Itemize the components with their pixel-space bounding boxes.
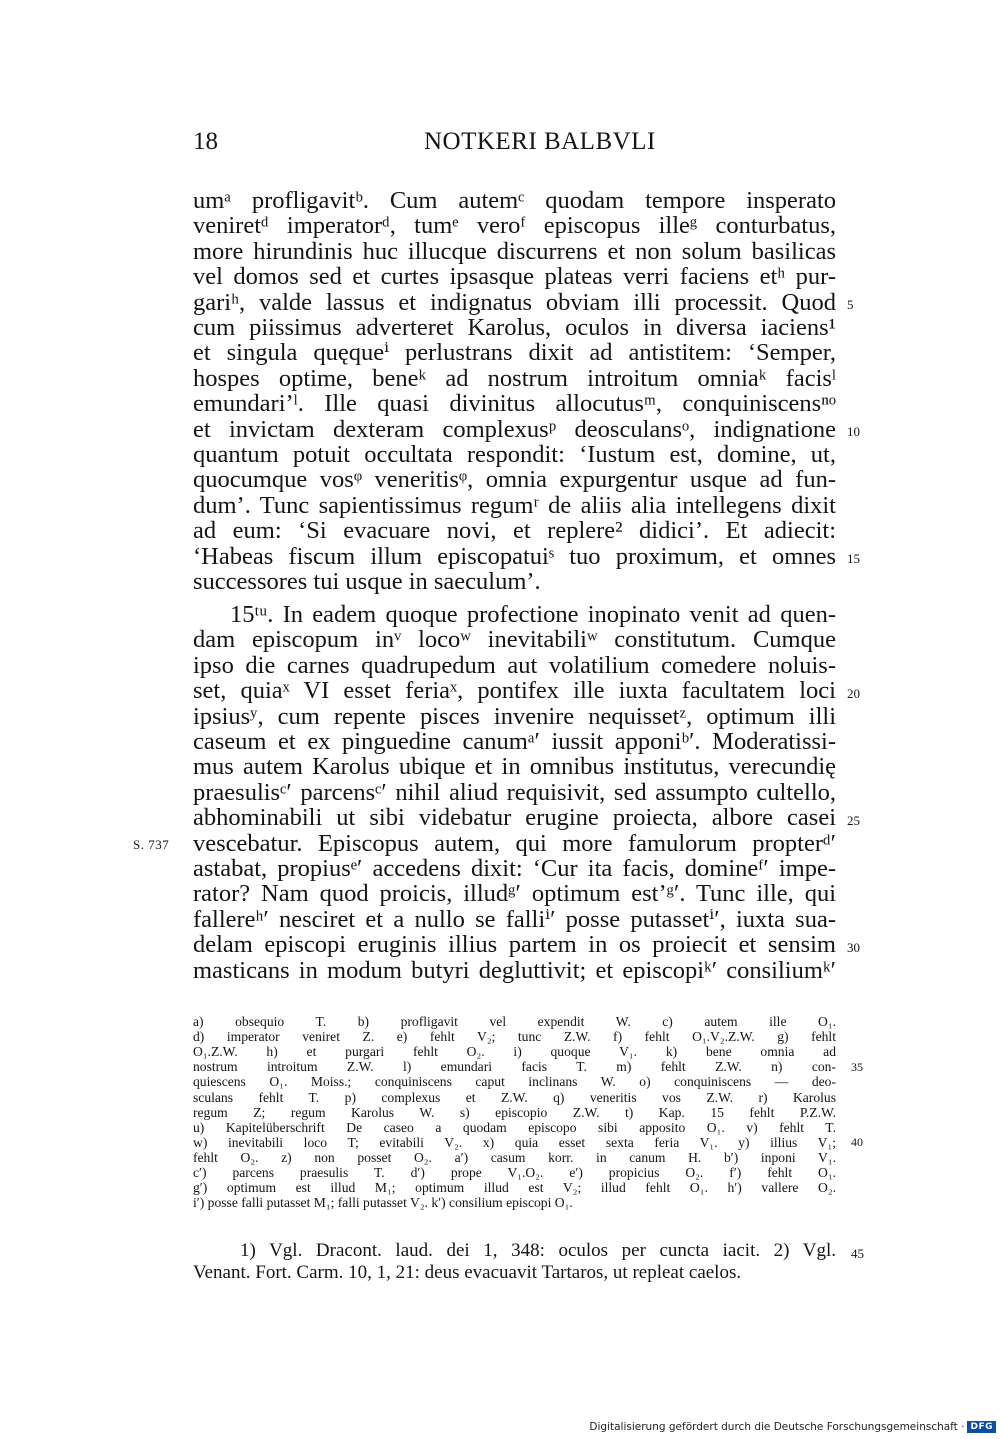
apparatus-line: w) inevitabili loco T; evitabili V₂. x) quia esset sexta feria V₁. y) illius V₁; — [193, 1134, 836, 1150]
text-line: gariʰ, valde lassus et indignatus obviam illi processit. Quod — [193, 288, 836, 316]
text-line: quantum potuit occultata respondit: ‘Iustum est, domine, ut, — [193, 441, 836, 468]
chapter-first-line: 15ᵗᵘ. In eadem quoque profectione inopinato venit ad quen- — [230, 601, 836, 628]
line-number: 25 — [847, 813, 860, 828]
text-line: hospes optime, beneᵏ ad nostrum introitum omniaᵏ facisˡ — [193, 364, 836, 392]
text-line: ipso die carnes quadrupedum aut volatilium comedere noluis- — [193, 651, 836, 679]
text-line: caseum et ex pinguedine canumᵃ′ iussit apponiᵇ′. Moderatissi- — [193, 728, 836, 755]
apparatus-line: quiescens O₁. Moiss.; conquiniscens caput inclinans W. o) conquiniscens — deo- — [193, 1074, 836, 1090]
footnote-line: 1) Vgl. Dracont. laud. dei 1, 348: oculos per cuncta iacit. 2) Vgl. — [240, 1240, 836, 1261]
digitization-credit — [589, 1419, 996, 1435]
apparatus-line: u) Kapitelüberschrift De caseo a quodam episcopo sibi apposito O₁. v) fehlt T. — [193, 1119, 836, 1135]
line-number: 30 — [847, 940, 860, 955]
margin-note: S. 737 — [133, 837, 170, 852]
apparatus-line: a) obsequio T. b) profligavit vel expendit W. c) autem ille O₁. — [193, 1014, 836, 1029]
apparatus-line: c′) parcens praesulis T. d′) prope V₁.O₂. e′) propicius O₂. f′) fehlt O₁. — [193, 1165, 836, 1180]
text-line: ipsiusʸ, cum repente pisces invenire nequissetᶻ, optimum illi — [193, 702, 836, 730]
text-line: cum piissimus adverteret Karolus, oculos in diversa iaciens¹ — [193, 314, 836, 341]
text-line: delam episcopi eruginis illius partem in os proiecit et sensim — [193, 931, 836, 959]
text-line: vescebatur. Episcopus autem, qui more famulorum propterᵈ′ — [193, 829, 836, 857]
text-line: set, quiaˣ VI esset feriaˣ, pontifex ille iuxta facultatem loci — [193, 677, 836, 705]
text-line: et invictam dexteram complexusᵖ deosculansᵒ, indignatione — [193, 415, 836, 443]
apparatus-line: sculans fehlt T. p) complexus et Z.W. q) veneritis vos Z.W. r) Karolus — [193, 1089, 836, 1105]
text-line: veniretᵈ imperatorᵈ, tumᵉ veroᶠ episcopus illeᵍ conturbatus, — [193, 212, 836, 240]
text-line: dum’. Tunc sapientissimus regumʳ de aliis alia intellegens dixit — [193, 491, 836, 519]
text-line: abhominabili ut sibi videbatur erugine proiecta, albore casei — [193, 804, 836, 832]
line-number: 45 — [851, 1246, 864, 1261]
text-line: vel domos sed et curtes ipsasque plateas verri faciens etʰ pur- — [193, 263, 836, 291]
text-line: emundari’ˡ. Ille quasi divinitus allocutusᵐ, conquiniscensⁿᵒ — [193, 390, 836, 418]
text-line: rator? Nam quod proicis, illudᵍ′ optimum est’ᵍ′. Tunc ille, qui — [193, 880, 836, 908]
apparatus-line: nostrum introitum Z.W. l) emundari facis T. m) fehlt Z.W. n) con- — [193, 1059, 836, 1075]
text-line: successores tui usque in saeculum’. — [193, 568, 541, 595]
text-line: dam episcopum inᵛ locoʷ inevitabiliʷ constitutum. Cumque — [193, 626, 836, 654]
line-number: 10 — [847, 424, 860, 439]
apparatus-line: fehlt O₂. z) non posset O₂. a′) casum korr. in canum H. b′) inponi V₁. — [193, 1149, 836, 1165]
line-number: 40 — [851, 1135, 863, 1149]
apparatus-line: i′) posse falli putasset M₁; falli putasset V₂. k′) consilium episcopi O₁. — [193, 1195, 573, 1211]
apparatus-line: regum Z; regum Karolus W. s) episcopio Z.W. t) Kap. 15 fehlt P.Z.W. — [193, 1104, 836, 1120]
line-number: 15 — [847, 551, 860, 566]
page-number: 18 — [193, 128, 218, 155]
text-line: praesulisᶜ′ parcensᶜ′ nihil aliud requisivit, sed assumpto cultello, — [193, 778, 836, 806]
text-line: umᵃ profligavitᵇ. Cum autemᶜ quodam tempore insperato — [193, 187, 836, 214]
text-line: ad eum: ‘Si evacuare novi, et replere² didici’. Et adiecit: — [193, 517, 836, 545]
footnote-line: Venant. Fort. Carm. 10, 1, 21: deus evacuavit Tartaros, ut repleat caelos. — [193, 1262, 742, 1283]
line-number: 5 — [847, 297, 854, 312]
text-line: ‘Habeas fiscum illum episcopatuiˢ tuo proximum, et omnes — [193, 542, 836, 570]
text-line: masticans in modum butyri degluttivit; et episcopiᵏ′ consiliumᵏ′ — [193, 956, 836, 984]
credit-text: Digitalisierung gefördert durch die Deutsche Forschungsgemeinschaft · — [589, 1421, 965, 1433]
apparatus-line: g′) optimum est illud M₁; optimum illud est V₂; illud fehlt O₁. h′) vallere O₂. — [193, 1180, 836, 1196]
running-title: NOTKERI BALBVLI — [424, 128, 656, 155]
text-line: quocumque vosᵠ veneritisᵠ, omnia expurgentur usque ad fun- — [193, 466, 836, 494]
text-line: et singula quęqueⁱ perlustrans dixit ad antistitem: ‘Semper, — [193, 339, 836, 367]
line-number: 20 — [847, 686, 860, 701]
dfg-logo-icon: DFG — [967, 1421, 996, 1433]
line-number: 35 — [851, 1060, 863, 1074]
text-line: mus autem Karolus ubique et in omnibus institutus, verecundię — [193, 753, 836, 781]
text-line: more hirundinis huc illucque discurrens et non solum basilicas — [193, 237, 836, 265]
apparatus-line: O₁.Z.W. h) et purgari fehlt O₂. i) quoque V₁. k) bene omnia ad — [193, 1044, 836, 1060]
apparatus-line: d) imperator veniret Z. e) fehlt V₂; tunc Z.W. f) fehlt O₁.V₂.Z.W. g) fehlt — [193, 1029, 836, 1045]
text-line: fallereʰ′ nesciret et a nullo se falliⁱ′ posse putassetⁱ′, iuxta sua- — [193, 905, 836, 933]
text-line: astabat, propiusᵉ′ accedens dixit: ‘Cur ita facis, domineᶠ′ impe- — [193, 855, 836, 882]
